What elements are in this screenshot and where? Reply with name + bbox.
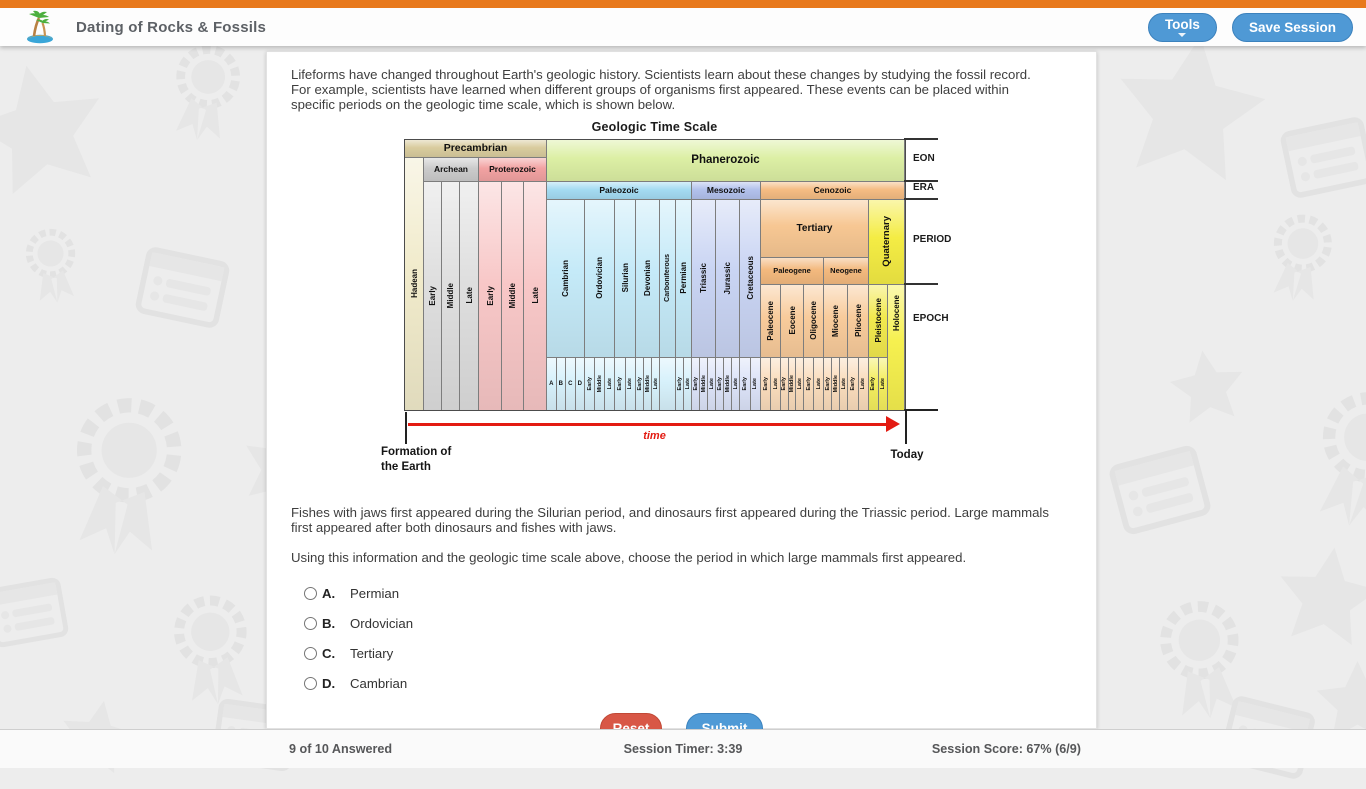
gts-carboniferous-sub [659,357,676,411]
gts-label: Cretaceous [745,256,755,300]
star-icon [0,41,129,219]
gts-label: Middle [724,374,731,393]
note-card-icon [1277,107,1366,208]
gts-label: Carboniferous [664,254,671,303]
answer-option-tertiary[interactable] [291,638,1072,668]
gts-label: Hadean [409,269,419,299]
gts-label: Late [708,377,715,390]
gts-paleogene [760,257,824,285]
option-letter: B. [322,615,336,631]
gts-paleocene [760,284,781,358]
gts-label: Tertiary [796,222,833,234]
gts-proterozoic-late [523,181,547,411]
award-rosette-icon [4,219,100,315]
award-rosette-icon [1271,371,1366,555]
gts-label: Neogene [830,266,862,276]
answer-option-ordovician[interactable] [291,608,1072,638]
gts-archean-late [459,181,479,411]
gts-label: Early [428,285,437,306]
option-letter: D. [322,675,336,691]
gts-label: Paleozoic [599,185,639,196]
gts-tertiary [760,199,869,258]
option-label: Permian [350,585,400,601]
option-label: Cambrian [350,675,408,691]
gts-label: Late [606,377,613,390]
gts-proterozoic-middle [501,181,524,411]
gts-label: Early [692,376,699,391]
today-label: Today [890,448,924,461]
gts-label: Mesozoic [706,185,746,196]
question-card [266,51,1097,729]
gts-pleistocene [868,284,888,358]
gts-label: Early [849,376,856,391]
gts-neogene [823,257,869,285]
gts-label: Early [716,376,723,391]
answer-radio-1[interactable] [304,587,317,600]
award-rosette-icon [141,31,268,158]
gts-label: Early [870,376,877,391]
question-intro: Lifeforms have changed throughout Earth's geologic history. Scientists learn about these changes by studying the fossil record. For example, scientists have learned when different groups of organisms first appeared. These events can be placed within specific periods on the geologic time scale, which is shown below. [291,67,1031,113]
gts-label: Early [805,376,812,391]
gts-label: A [549,380,554,387]
answer-option-permian[interactable] [291,578,1072,608]
gts-label: Proterozoic [489,164,536,175]
question-passage: Fishes with jaws first appeared during the Silurian period, and dinosaurs first appeared during the Triassic period. Large mammals first appeared after both dinosaurs and fishes with jaws. [291,504,1049,535]
time-arrow-line [408,423,888,426]
gts-label: Middle [446,282,455,309]
gts-label: Cenozoic [813,185,852,196]
gts-permian [675,199,692,358]
gts-ordovician [584,199,615,358]
gts-phanerozoic [546,139,905,182]
gts-axis-tick [904,283,938,285]
gts-label: Late [530,287,540,304]
gts-label: Middle [508,282,517,309]
gts-paleozoic [546,181,692,200]
gts-label: Pleistocene [873,298,883,343]
gts-jurassic [715,199,740,358]
origin-label: Formation of the Earth [381,445,452,473]
gts-label: Late [815,377,822,390]
option-letter: A. [322,585,336,601]
gts-label: Late [464,287,474,304]
gts-quaternary [868,199,905,285]
gts-label: Late [796,377,803,390]
gts-cambrian [546,199,585,358]
session-timer: Session Timer: 3:39 [623,742,743,756]
gts-label: Early [676,376,683,391]
gts-hadean [404,157,424,411]
gts-label: Late [879,377,886,390]
gts-label: Pliocene [853,304,863,338]
gts-label: Early [781,376,788,391]
gts-label: Late [627,377,634,390]
session-status-bar [0,729,1366,768]
note-card-icon [0,569,71,656]
answer-option-cambrian[interactable] [291,668,1072,698]
option-label: Tertiary [350,645,394,661]
gts-holocene [887,284,905,411]
option-label: Ordovician [350,615,414,631]
gts-axis-tick [904,198,938,200]
gts-label: Late [652,377,659,390]
gts-label: Middle [700,374,707,393]
gts-label: Early [485,285,495,306]
gts-axis-label-eon: EON [913,152,935,164]
gts-precambrian [404,139,547,158]
option-letter: C. [322,645,336,661]
session-score: Session Score: 67% (6/9) [931,742,1081,756]
answer-radio-2[interactable] [304,617,317,630]
gts-label: Cambrian [561,259,570,297]
note-card-icon [1105,435,1215,545]
gts-proterozoic-early [478,181,502,411]
gts-label: Early [762,376,769,391]
gts-label: Paleogene [773,266,811,276]
star-icon [1263,533,1366,663]
gts-eocene [780,284,804,358]
gts-label: Early [636,376,643,391]
gts-label: Silurian [620,263,630,293]
app-header [0,8,1366,46]
gts-label: Triassic [699,263,708,294]
gts-label: Precambrian [443,142,508,155]
tools-button[interactable]: Tools [1148,13,1217,42]
gts-cretaceous [739,199,761,358]
palm-island-logo-icon [21,10,59,44]
gts-label: Early [616,376,623,391]
gts-label: Middle [644,374,651,393]
gts-archean-early [423,181,442,411]
note-card-icon [132,237,233,338]
gts-label: Late [840,377,847,390]
top-accent-bar [0,0,1366,8]
gts-oligocene [803,284,824,358]
answered-count: 9 of 10 Answered [289,742,393,756]
gts-label: Miocene [831,304,840,337]
gts-label: Late [860,377,867,390]
gts-mesozoic [691,181,761,200]
gts-label: Quaternary [881,216,892,267]
page-title: Dating of Rocks & Fossils [76,18,267,36]
gts-axis-label-epoch: EPOCH [913,312,949,324]
gts-cenozoic [760,181,905,200]
gts-label: Late [772,377,779,390]
gts-label: Archean [433,164,468,175]
gts-axis-label-period: PERIOD [913,233,952,245]
gts-label: Devonian [643,260,652,297]
gts-carboniferous [659,199,676,358]
time-arrow-label: time [643,429,666,442]
gts-label: Middle [788,374,795,393]
gts-silurian [614,199,636,358]
gts-devonian [635,199,660,358]
today-bracket [905,410,907,444]
gts-label: C [568,380,573,387]
gts-archean [423,157,479,182]
gts-label: Oligocene [809,301,818,340]
question-prompt: Using this information and the geologic time scale above, choose the period in which large mammals first appeared. [291,550,967,566]
answer-radio-4[interactable] [304,677,317,690]
award-rosette-icon [1242,202,1358,318]
gts-label: Early [741,376,748,391]
save-session-button[interactable]: Save Session [1232,13,1353,42]
gts-label: Late [684,377,691,390]
gts-label: Holocene [891,294,901,331]
chevron-down-icon [1178,33,1186,37]
gts-label: Middle [596,374,603,393]
answer-options [291,578,1072,698]
gts-label: Jurassic [723,261,732,295]
origin-bracket [405,412,407,444]
gts-axis-tick [904,138,938,140]
gts-label: Early [586,376,593,391]
gts-label: Early [824,376,831,391]
gts-label: Middle [832,374,839,393]
gts-pliocene [847,284,869,358]
gts-label: Permian [679,262,688,294]
gts-title: Geologic Time Scale [591,119,718,134]
gts-label: B [558,380,563,387]
geologic-time-scale-diagram [381,119,952,473]
star-icon [1159,339,1255,435]
gts-triassic [691,199,716,358]
gts-proterozoic [478,157,547,182]
gts-axis-label-era: ERA [913,181,935,193]
gts-miocene [823,284,848,358]
answer-radio-3[interactable] [304,647,317,660]
gts-label: Eocene [787,306,797,335]
gts-label: Late [752,377,759,390]
gts-label: D [577,380,582,387]
gts-archean-middle [441,181,460,411]
today-bracket-top [905,409,938,411]
award-rosette-icon [23,378,226,581]
gts-label: Late [732,377,739,390]
gts-label: Ordovician [595,257,604,299]
gts-label: Phanerozoic [691,154,760,167]
gts-label: Paleocene [766,300,775,341]
